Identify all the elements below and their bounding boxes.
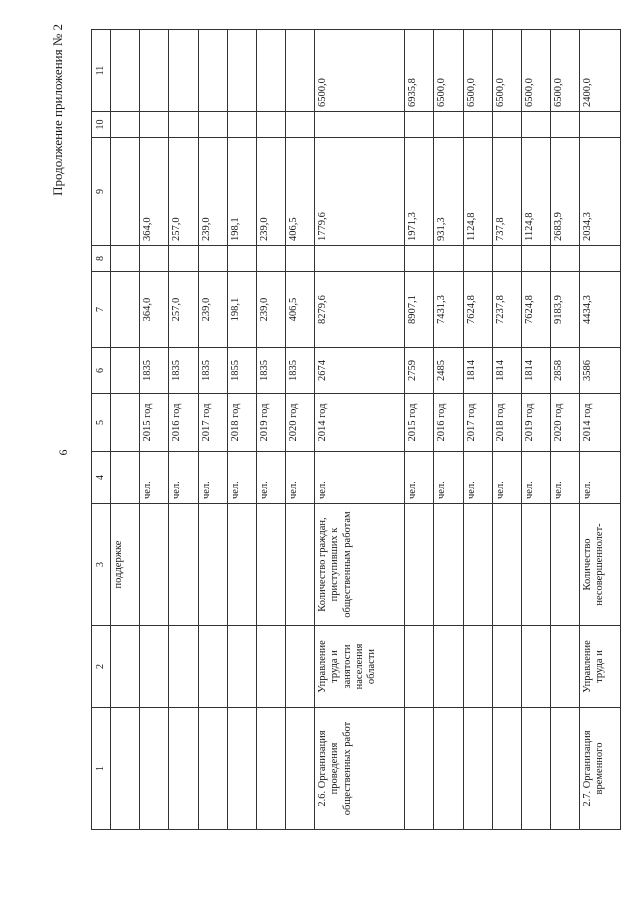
column-number: 1 [92, 708, 111, 830]
table-cell-col-6: 1835 [169, 348, 198, 394]
table-cell-col-11: 2400,0 [580, 30, 621, 112]
table-cell-col-2: Управление труда и занятости населения области [315, 626, 405, 708]
table-cell-col-11 [111, 30, 140, 112]
table-cell-col-2 [434, 626, 463, 708]
table-cell-col-6 [111, 348, 140, 394]
table-row [111, 30, 140, 830]
table-cell-col-7: 406,5 [286, 272, 315, 348]
table-cell-col-7 [111, 272, 140, 348]
table-cell-col-2 [198, 626, 227, 708]
table-cell-col-11 [140, 30, 169, 112]
table-cell-col-7: 8907,1 [405, 272, 434, 348]
table-cell-col-11 [286, 30, 315, 112]
table-cell-col-8 [111, 246, 140, 272]
table-cell-col-7: 239,0 [198, 272, 227, 348]
table-cell-col-10 [315, 112, 405, 138]
table-cell-col-10 [580, 112, 621, 138]
table-cell-col-4: чел. [257, 452, 286, 504]
table-cell-col-11: 6500,0 [315, 30, 405, 112]
table-cell-col-1 [198, 708, 227, 830]
table-cell-col-5: 2020 год [551, 394, 580, 452]
table-cell-col-1 [286, 708, 315, 830]
table-cell-col-4: чел. [551, 452, 580, 504]
table-cell-col-1 [463, 708, 492, 830]
table-cell-col-2 [169, 626, 198, 708]
table-cell-col-4: чел. [198, 452, 227, 504]
table-cell-col-8 [492, 246, 521, 272]
table-cell-col-8 [257, 246, 286, 272]
table-cell-col-5: 2017 год [198, 394, 227, 452]
table-cell-col-8 [405, 246, 434, 272]
table-cell-col-7: 198,1 [227, 272, 256, 348]
table-cell-col-7: 239,0 [257, 272, 286, 348]
column-number: 8 [92, 246, 111, 272]
table-cell-col-6: 1835 [257, 348, 286, 394]
table-cell-col-9: 364,0 [140, 138, 169, 246]
table-cell-col-7: 257,0 [169, 272, 198, 348]
table-cell-col-8 [286, 246, 315, 272]
table-cell-col-1 [434, 708, 463, 830]
table-cell-col-9 [111, 138, 140, 246]
table-cell-col-8 [140, 246, 169, 272]
table-cell-col-2 [492, 626, 521, 708]
table-cell-col-1: 2.6. Организация проведения общественных работ [315, 708, 405, 830]
table-cell-col-1 [405, 708, 434, 830]
table-cell-col-1 [111, 708, 140, 830]
table-row [492, 30, 521, 830]
table-cell-col-10 [140, 112, 169, 138]
table-cell-col-2 [257, 626, 286, 708]
table-cell-col-9: 1124,8 [521, 138, 550, 246]
table-cell-col-11: 6935,8 [405, 30, 434, 112]
page-number: 6 [56, 449, 70, 456]
table-cell-col-3 [521, 504, 550, 626]
table-cell-col-4: чел. [140, 452, 169, 504]
table-cell-col-4: чел. [227, 452, 256, 504]
table-row [257, 30, 286, 830]
table-cell-col-10 [521, 112, 550, 138]
table-cell-col-4: чел. [315, 452, 405, 504]
table-cell-col-5: 2014 год [315, 394, 405, 452]
column-number: 9 [92, 138, 111, 246]
table-cell-col-3 [463, 504, 492, 626]
table-cell-col-1: 2.7. Организация временного [580, 708, 621, 830]
table-cell-col-9: 406,5 [286, 138, 315, 246]
table-cell-col-3: Количество граждан, приступивших к общественным работам [315, 504, 405, 626]
table-cell-col-8 [198, 246, 227, 272]
table-cell-col-11: 6500,0 [551, 30, 580, 112]
table-cell-col-1 [521, 708, 550, 830]
column-number: 5 [92, 394, 111, 452]
table-cell-col-1 [257, 708, 286, 830]
table-cell-col-2 [463, 626, 492, 708]
table-cell-col-7: 7237,8 [492, 272, 521, 348]
table-row [286, 30, 315, 830]
table-cell-col-9: 737,8 [492, 138, 521, 246]
table-cell-col-6: 2674 [315, 348, 405, 394]
table-cell-col-10 [257, 112, 286, 138]
table-cell-col-9: 239,0 [198, 138, 227, 246]
table-cell-col-6: 2858 [551, 348, 580, 394]
table-cell-col-10 [492, 112, 521, 138]
table-cell-col-9: 2683,9 [551, 138, 580, 246]
table-cell-col-4: чел. [521, 452, 550, 504]
table-cell-col-1 [551, 708, 580, 830]
table-cell-col-10 [434, 112, 463, 138]
table-cell-col-10 [286, 112, 315, 138]
table-cell-col-2 [405, 626, 434, 708]
table-cell-col-2 [521, 626, 550, 708]
table-cell-col-9: 257,0 [169, 138, 198, 246]
table-cell-col-9: 239,0 [257, 138, 286, 246]
table-row [315, 30, 405, 830]
table-cell-col-11 [227, 30, 256, 112]
table-cell-col-3 [551, 504, 580, 626]
table-cell-col-3 [434, 504, 463, 626]
table-cell-col-11: 6500,0 [492, 30, 521, 112]
table-cell-col-3 [169, 504, 198, 626]
table-cell-col-7: 4434,3 [580, 272, 621, 348]
table-cell-col-3 [198, 504, 227, 626]
table-cell-col-4: чел. [492, 452, 521, 504]
table-cell-col-3 [140, 504, 169, 626]
table-row [551, 30, 580, 830]
table-cell-col-1 [169, 708, 198, 830]
column-number: 7 [92, 272, 111, 348]
table-cell-col-6: 1814 [492, 348, 521, 394]
table-cell-col-5: 2017 год [463, 394, 492, 452]
table-cell-col-8 [551, 246, 580, 272]
table-cell-col-5: 2020 год [286, 394, 315, 452]
table-row [463, 30, 492, 830]
table-cell-col-8 [169, 246, 198, 272]
table-cell-col-11: 6500,0 [463, 30, 492, 112]
table-cell-col-5: 2014 год [580, 394, 621, 452]
table-cell-col-7: 8279,6 [315, 272, 405, 348]
table-cell-col-6: 1814 [463, 348, 492, 394]
table-cell-col-8 [463, 246, 492, 272]
table-cell-col-9: 1124,8 [463, 138, 492, 246]
table-row [580, 30, 621, 830]
table-cell-col-10 [227, 112, 256, 138]
table-cell-col-9: 2034,3 [580, 138, 621, 246]
table-cell-col-9: 931,3 [434, 138, 463, 246]
table-cell-col-4: чел. [169, 452, 198, 504]
column-number: 6 [92, 348, 111, 394]
table-cell-col-5: 2016 год [169, 394, 198, 452]
table-cell-col-9: 1779,6 [315, 138, 405, 246]
table-cell-col-1 [140, 708, 169, 830]
table-cell-col-10 [405, 112, 434, 138]
table-cell-col-6: 3586 [580, 348, 621, 394]
table-cell-col-10 [551, 112, 580, 138]
table-cell-col-5 [111, 394, 140, 452]
table-cell-col-3 [227, 504, 256, 626]
table-cell-col-1 [227, 708, 256, 830]
table-cell-col-5: 2016 год [434, 394, 463, 452]
table-row [227, 30, 256, 830]
table-cell-col-2 [227, 626, 256, 708]
table-cell-col-5: 2019 год [521, 394, 550, 452]
annex-title: Продолжение приложения № 2 [50, 24, 65, 196]
table-cell-col-7: 9183,9 [551, 272, 580, 348]
table-cell-col-3 [405, 504, 434, 626]
table-cell-col-11 [198, 30, 227, 112]
table-cell-col-10 [198, 112, 227, 138]
program-table [91, 29, 621, 830]
table-row [405, 30, 434, 830]
table-cell-col-6: 2485 [434, 348, 463, 394]
table-cell-col-4: чел. [463, 452, 492, 504]
column-number: 4 [92, 452, 111, 504]
table-cell-col-6: 1814 [521, 348, 550, 394]
table-cell-col-2 [140, 626, 169, 708]
table-cell-col-11: 6500,0 [434, 30, 463, 112]
table-cell-col-4: чел. [434, 452, 463, 504]
table-cell-col-8 [434, 246, 463, 272]
table-cell-col-3 [286, 504, 315, 626]
table-cell-col-3 [492, 504, 521, 626]
column-number-row [92, 30, 111, 830]
table-cell-col-6: 1835 [286, 348, 315, 394]
table-cell-col-5: 2019 год [257, 394, 286, 452]
table-cell-col-10 [463, 112, 492, 138]
table-cell-col-4 [111, 452, 140, 504]
table-row [434, 30, 463, 830]
table-cell-col-10 [169, 112, 198, 138]
table-row [169, 30, 198, 830]
table-cell-col-8 [315, 246, 405, 272]
table-cell-col-4: чел. [286, 452, 315, 504]
table-cell-col-2 [551, 626, 580, 708]
table-cell-col-9: 198,1 [227, 138, 256, 246]
column-number: 3 [92, 504, 111, 626]
table-cell-col-4: чел. [405, 452, 434, 504]
table-cell-col-11 [257, 30, 286, 112]
table-cell-col-3 [257, 504, 286, 626]
table-cell-col-11 [169, 30, 198, 112]
table-cell-col-10 [111, 112, 140, 138]
table-cell-col-5: 2015 год [405, 394, 434, 452]
table-cell-col-2: Управление труда и [580, 626, 621, 708]
table-cell-col-11: 6500,0 [521, 30, 550, 112]
table-row [521, 30, 550, 830]
table-cell-col-4: чел. [580, 452, 621, 504]
table-row [140, 30, 169, 830]
table-row [198, 30, 227, 830]
table-cell-col-5: 2018 год [492, 394, 521, 452]
table-cell-col-7: 364,0 [140, 272, 169, 348]
table-cell-col-8 [521, 246, 550, 272]
column-number: 11 [92, 30, 111, 112]
table-cell-col-9: 1971,3 [405, 138, 434, 246]
table-cell-col-5: 2015 год [140, 394, 169, 452]
table-cell-col-2 [111, 626, 140, 708]
table-cell-col-7: 7624,8 [463, 272, 492, 348]
table-cell-col-6: 2759 [405, 348, 434, 394]
column-number: 10 [92, 112, 111, 138]
table-cell-col-6: 1855 [227, 348, 256, 394]
table-cell-col-8 [227, 246, 256, 272]
table-cell-col-1 [492, 708, 521, 830]
table-cell-col-6: 1835 [140, 348, 169, 394]
table-cell-col-7: 7624,8 [521, 272, 550, 348]
table-cell-col-6: 1835 [198, 348, 227, 394]
table-cell-col-3: поддержке [111, 504, 140, 626]
table-cell-col-3: Количество несовершеннолет- [580, 504, 621, 626]
table-cell-col-7: 7431,3 [434, 272, 463, 348]
table-cell-col-2 [286, 626, 315, 708]
table-cell-col-5: 2018 год [227, 394, 256, 452]
column-number: 2 [92, 626, 111, 708]
table-cell-col-8 [580, 246, 621, 272]
